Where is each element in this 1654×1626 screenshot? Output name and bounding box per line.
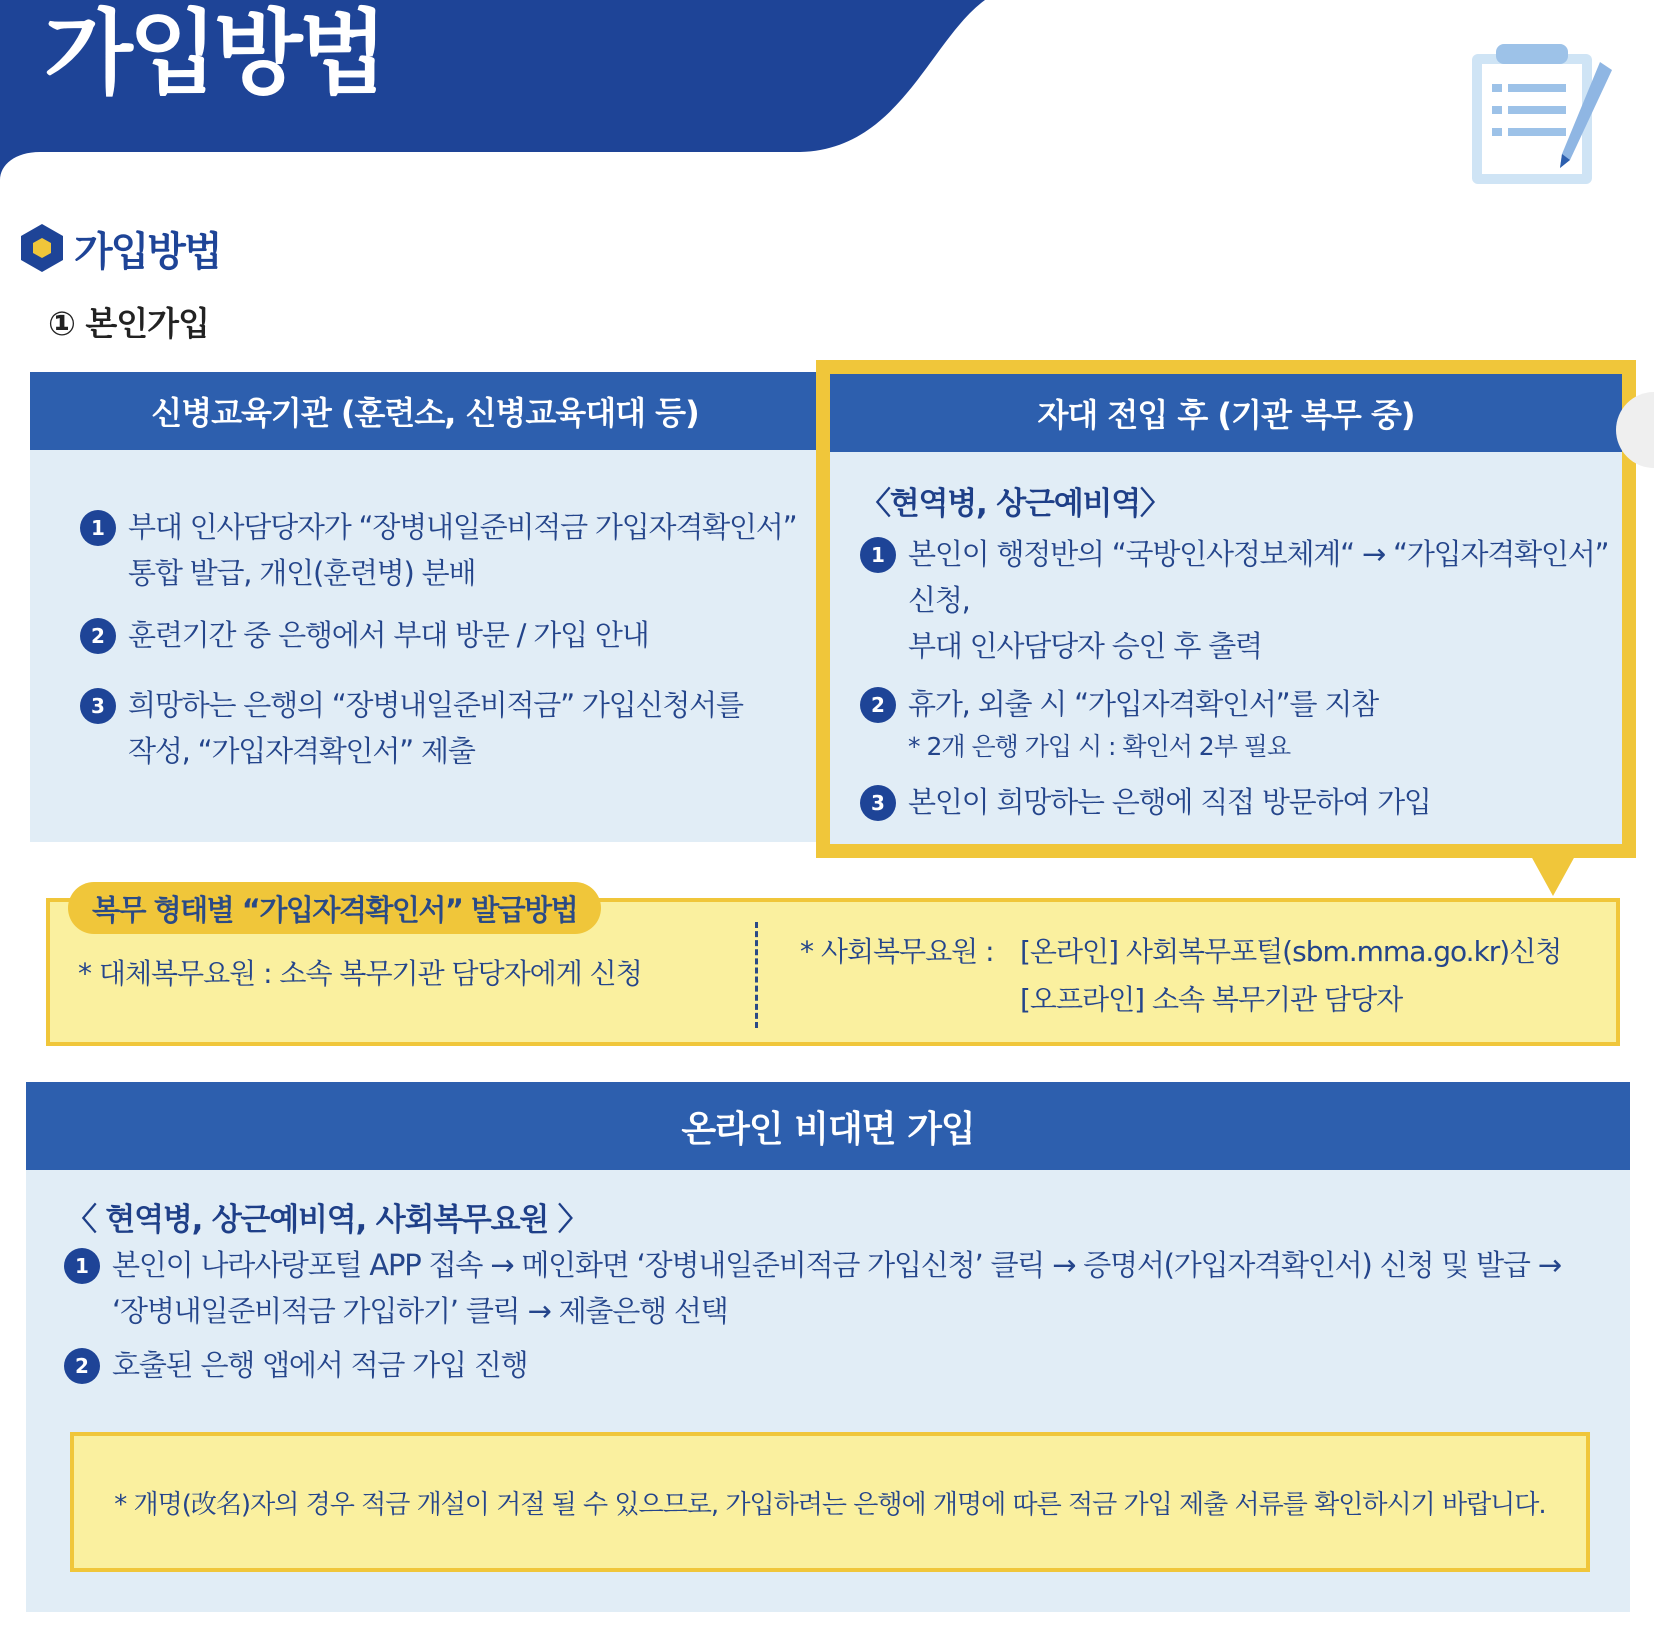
dashed-divider (755, 922, 758, 1028)
step-text: 본인이 나라사랑포털 APP 접속 → 메인화면 ‘장병내일준비적금 가입신청’ 클릭 → 증명서(가입자격확인서) 신청 및 발급 → (112, 1248, 1561, 1282)
step-text: 본인이 행정반의 “국방인사정보체계“ → “가입자격확인서” 신청, (908, 537, 1609, 617)
online-signup-heading: 온라인 비대면 가입 (26, 1082, 1630, 1170)
page-title: 가입방법 (44, 0, 384, 107)
unit-steps-list (860, 478, 1622, 825)
unit-transfer-heading: 자대 전입 후 (기관 복무 중) (830, 374, 1622, 452)
step-text: 부대 인사담당자가 “장병내일준비적금 가입자격확인서” (128, 510, 797, 544)
step-note: * 2개 은행 가입 시 : 확인서 2부 필요 (908, 732, 1291, 761)
training-institution-panel (30, 372, 820, 842)
training-institution-heading: 신병교육기관 (훈련소, 신병교육대대 등) (30, 372, 820, 450)
step-text: 희망하는 은행의 “장병내일준비적금” 가입신청서를 (128, 688, 743, 722)
step-text: 휴가, 외출 시 “가입자격확인서”를 지참 (908, 687, 1378, 721)
step-text: 본인이 희망하는 은행에 직접 방문하여 가입 (908, 785, 1431, 819)
online-method: [온라인] 사회복무포털(sbm.mma.go.kr)신청 (1020, 935, 1562, 968)
callout-pointer (1531, 856, 1575, 896)
step-number-badge: 1 (80, 510, 116, 546)
target-group-label: 〈현역병, 상근예비역〉 (860, 486, 1170, 522)
list-item (80, 682, 796, 774)
list-item (860, 531, 1622, 669)
step-text: 부대 인사담당자 승인 후 출력 (908, 629, 1262, 663)
list-item (860, 681, 1622, 727)
step-text: 작성, “가입자격확인서” 제출 (128, 734, 475, 768)
list-item (80, 504, 796, 596)
online-steps-list (64, 1242, 1561, 1388)
clipboard-pencil-icon (1470, 40, 1620, 190)
list-item (80, 612, 796, 658)
offline-method: [오프라인] 소속 복무기관 담당자 (1020, 983, 1403, 1016)
step-text: 통합 발급, 개인(훈련병) 분배 (128, 556, 476, 590)
online-signup-panel (26, 1082, 1630, 1612)
list-item (860, 779, 1622, 825)
social-service-note (800, 928, 1561, 1024)
social-service-label: * 사회복무요원 : (800, 935, 994, 968)
step-number-badge: 2 (860, 687, 896, 723)
step-number-badge: 3 (860, 785, 896, 821)
step-text: 호출된 은행 앱에서 적금 가입 진행 (112, 1348, 528, 1382)
unit-transfer-panel (830, 374, 1622, 844)
step-number-badge: 2 (80, 618, 116, 654)
hexagon-bullet-icon (20, 223, 64, 273)
section-title-text: 가입방법 (74, 228, 221, 275)
target-group-label: 〈 현역병, 상근예비역, 사회복무요원 〉 (66, 1202, 588, 1238)
step-text: 훈련기간 중 은행에서 부대 방문 / 가입 안내 (128, 618, 649, 652)
issuance-method-tab: 복무 형태별 “가입자격확인서” 발급방법 (68, 882, 601, 934)
section-title (20, 222, 221, 274)
step-number-badge: 2 (64, 1348, 100, 1384)
alternative-service-note: * 대체복무요원 : 소속 복무기관 담당자에게 신청 (78, 957, 642, 990)
step-text: ‘장병내일준비적금 가입하기’ 클릭 → 제출은행 선택 (112, 1294, 728, 1328)
rename-notice: * 개명(改名)자의 경우 적금 개설이 거절 될 수 있으므로, 가입하려는 은행에 개명에 따른 적금 가입 제출 서류를 확인하시기 바랍니다. (70, 1432, 1590, 1572)
unit-transfer-frame (816, 360, 1636, 858)
step-number-badge: 3 (80, 688, 116, 724)
step-number-badge: 1 (860, 537, 896, 573)
subsection-title: ① 본인가입 (48, 304, 209, 343)
list-item (64, 1242, 1561, 1334)
training-steps-list (80, 504, 796, 774)
list-item (64, 1342, 1561, 1388)
step-number-badge: 1 (64, 1248, 100, 1284)
